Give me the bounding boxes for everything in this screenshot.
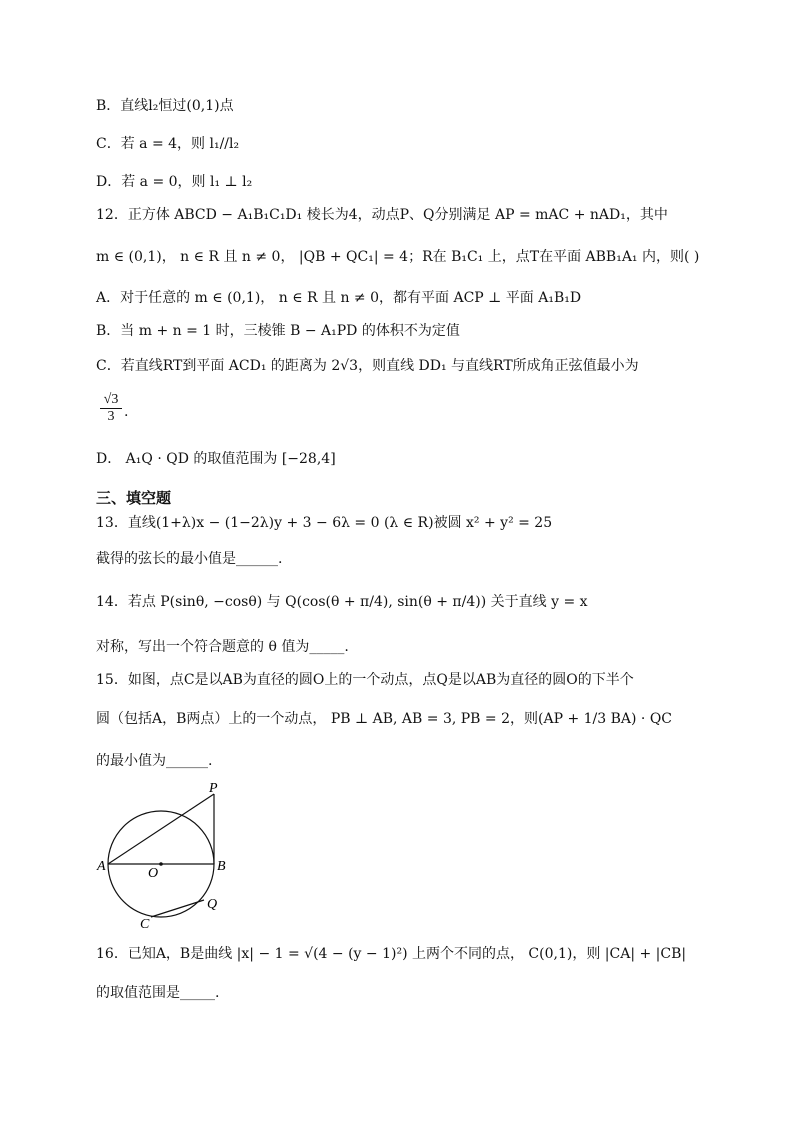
label-p: P (209, 782, 218, 796)
label-c: C (140, 917, 150, 932)
option-a-q12: A．对于任意的 m ∈ (0,1)， n ∈ R 且 n ≠ 0，都有平面 ACP ⊥ 平面 A₁B₁D (96, 290, 582, 306)
question-15-blank: 的最小值为______. (96, 753, 213, 769)
question-16-stem: 16．已知A，B是曲线 |x| − 1 = √(4 − (y − 1)²) 上两个不同的点， C(0,1)，则 |CA| + |CB| (96, 946, 687, 962)
question-13-blank: 截得的弦长的最小值是______. (96, 551, 283, 567)
question-12-conditions: m ∈ (0,1)， n ∈ R 且 n ≠ 0， |QB + QC₁| = 4；R在 B₁C₁ 上，点T在平面 ABB₁A₁ 内，则( ) (96, 249, 700, 265)
geometry-figure (96, 782, 236, 936)
fraction-trail: . (124, 404, 129, 420)
fraction-numerator: √3 (100, 392, 122, 409)
label-o: O (148, 866, 159, 881)
center-point-o (159, 862, 163, 866)
section-heading-fill-in: 三、填空题 (96, 489, 172, 507)
question-15-stem: 15．如图，点C是以AB为直径的圆O上的一个动点，点Q是以AB为直径的圆O的下半个 (96, 672, 634, 688)
question-13-stem: 13．直线(1+λ)x − (1−2λ)y + 3 − 6λ = 0 (λ ∈ R)被圆 x² + y² = 25 (96, 515, 553, 531)
option-d-q12: D． A₁Q · QD 的取值范围为 [−28,4] (96, 451, 336, 467)
option-c-q11: C．若 a = 4，则 l₁//l₂ (96, 136, 240, 152)
question-14-blank: 对称，写出一个符合题意的 θ 值为_____. (96, 639, 349, 655)
question-14-stem: 14．若点 P(sinθ, −cosθ) 与 Q(cos(θ + π/4), sin(θ + π/4)) 关于直线 y = x (96, 594, 588, 610)
option-c-q12: C．若直线RT到平面 ACD₁ 的距离为 2√3，则直线 DD₁ 与直线RT所成角正弦值最小为 (96, 358, 639, 374)
fraction-denominator: 3 (107, 409, 115, 424)
option-b-q12: B．当 m + n = 1 时，三棱锥 B − A₁PD 的体积不为定值 (96, 323, 460, 339)
question-12-stem: 12．正方体 ABCD − A₁B₁C₁D₁ 棱长为4，动点P、Q分别满足 AP = mAC + nAD₁，其中 (96, 207, 668, 223)
circle-diagram (96, 782, 236, 932)
question-15-conditions: 圆（包括A，B两点）上的一个动点， PB ⊥ AB, AB = 3, PB = 2，则(AP + 1/3 BA) · QC (96, 711, 673, 727)
option-d-q11: D．若 a = 0，则 l₁ ⊥ l₂ (96, 174, 253, 190)
question-16-blank: 的取值范围是_____. (96, 985, 220, 1001)
segment-ap (108, 794, 214, 864)
label-q: Q (207, 897, 218, 912)
label-a: A (97, 859, 106, 874)
fraction-sqrt3-over-3 (100, 392, 122, 425)
option-b-q11: B．直线l₂恒过(0,1)点 (96, 98, 234, 114)
label-b: B (217, 859, 226, 874)
